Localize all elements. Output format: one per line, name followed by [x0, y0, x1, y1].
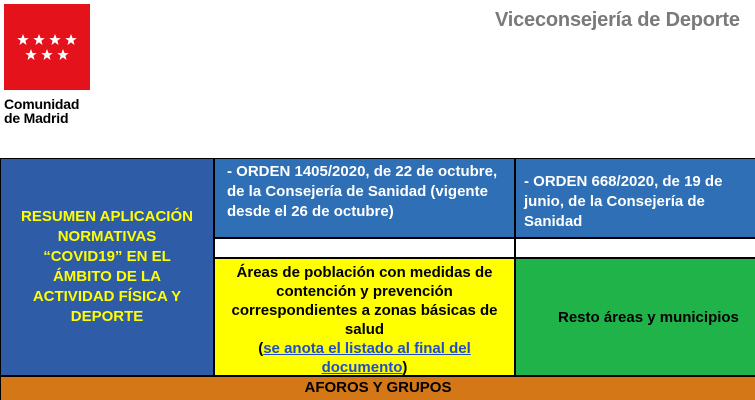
link-close-paren: ) [402, 359, 408, 376]
order-668-cell: - ORDEN 668/2020, de 19 de junio, de la Consejería de Sanidad [515, 158, 755, 238]
logo-text [4, 97, 114, 125]
rest-areas-text: Resto áreas y municipios [558, 308, 739, 326]
rest-areas-cell [515, 258, 755, 376]
covid-summary-table [0, 158, 755, 400]
empty-cell [214, 238, 515, 258]
link-open-paren: ( [258, 340, 264, 357]
areas-list-link[interactable]: se anota el listado al final del documento [263, 340, 471, 376]
empty-cell [515, 238, 755, 258]
contained-areas-text: Áreas de población con medidas de contención y prevención correspondientes a zonas básicas de salud [231, 264, 498, 338]
seven-stars-icon [4, 4, 90, 90]
order-1405-cell: - ORDEN 1405/2020, de 22 de octubre, de la Consejería de Sanidad (vigente desde el 26 de octubre) [214, 158, 515, 238]
logo-line-1: Comunidad [4, 96, 80, 112]
summary-title: RESUMEN APLICACIÓN NORMATIVAS “COVID19” EN EL ÁMBITO DE LA ACTIVIDAD FÍSICA Y DEPORTE [21, 208, 193, 325]
department-title: Viceconsejería de Deporte [495, 9, 740, 31]
logo-line-2: de Madrid [4, 110, 69, 126]
contained-areas-cell [214, 258, 515, 376]
section-header-aforos: AFOROS Y GRUPOS [0, 376, 755, 400]
summary-cell [0, 158, 214, 376]
madrid-flag-icon [4, 4, 90, 90]
